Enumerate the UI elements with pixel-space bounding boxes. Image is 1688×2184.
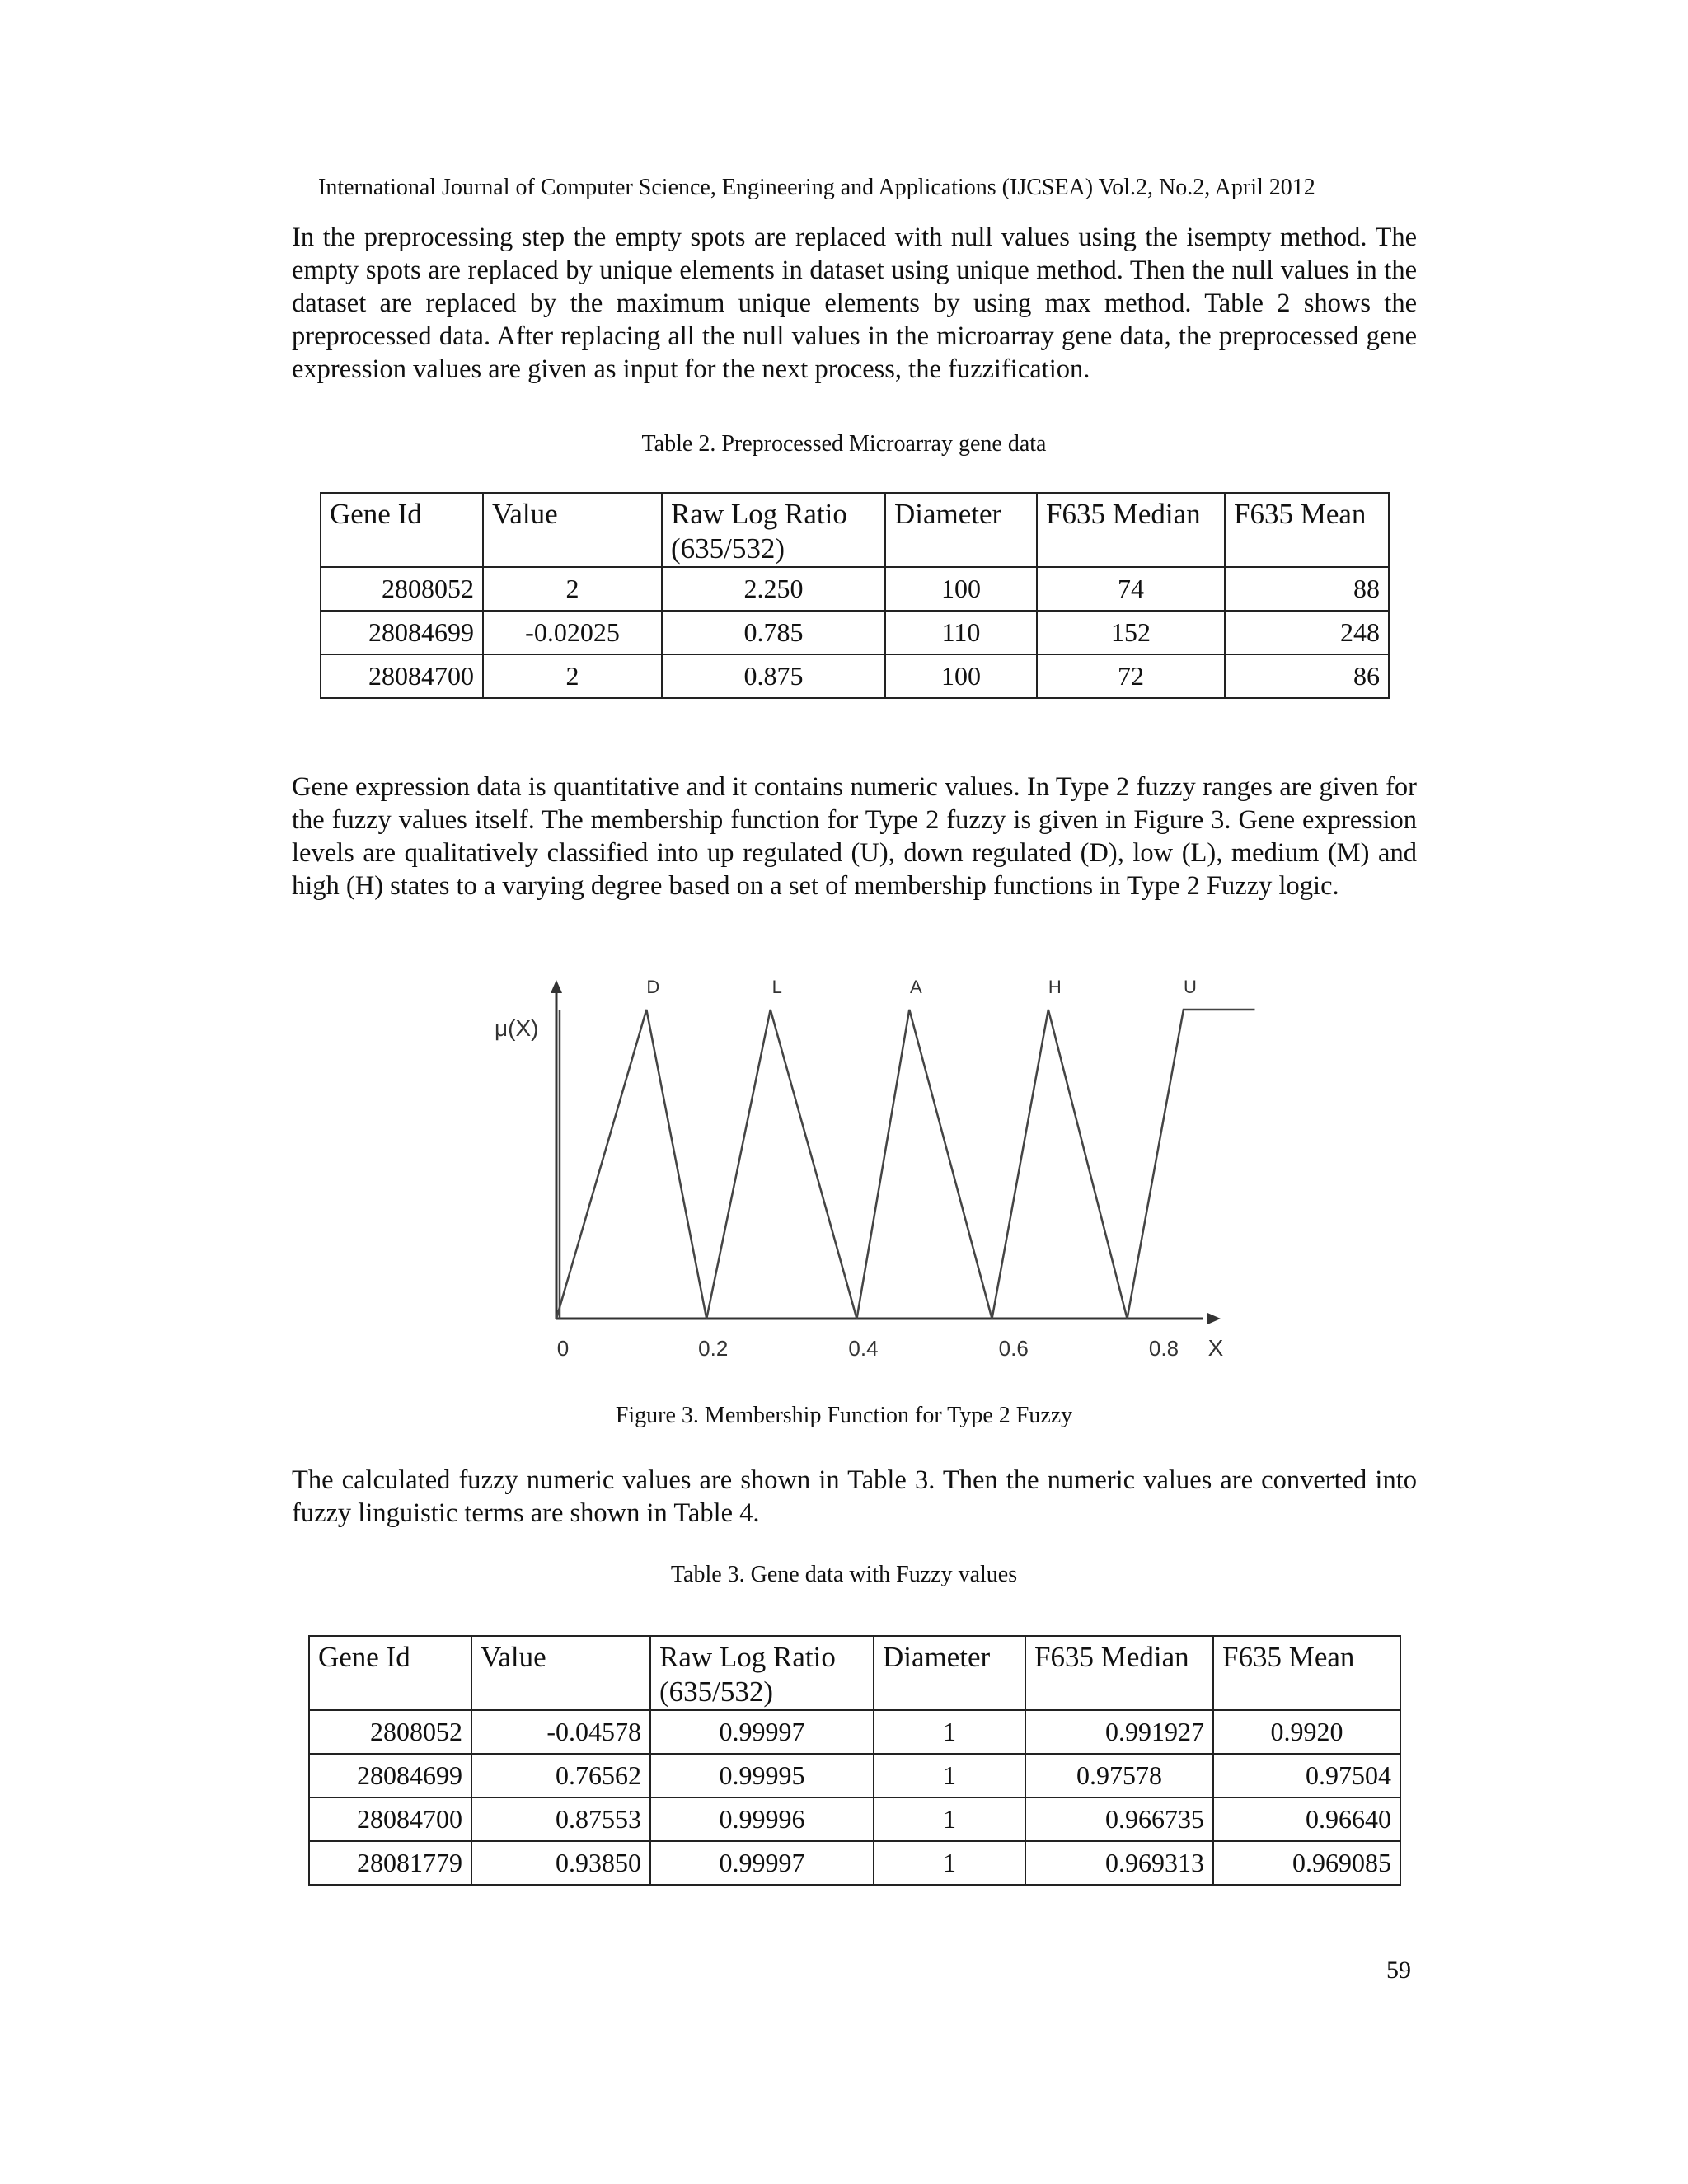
series-line-H (992, 1010, 1128, 1319)
header-diameter: Diameter (885, 493, 1037, 567)
table-row (309, 1841, 1400, 1885)
x-tick-label: 0 (556, 1336, 570, 1361)
series-label-D: D (646, 977, 660, 997)
cell-gene-id: 28084699 (321, 611, 483, 654)
cell-f635-mean: 248 (1225, 611, 1389, 654)
cell-value: 0.76562 (471, 1754, 650, 1797)
cell-value: -0.02025 (483, 611, 662, 654)
header-f635-median: F635 Median (1037, 493, 1225, 567)
cell-f635-median: 72 (1037, 654, 1225, 698)
header-diameter: Diameter (874, 1636, 1025, 1710)
table-3-fuzzy-values (308, 1635, 1401, 1886)
cell-value: 2 (483, 654, 662, 698)
table-row (309, 1710, 1400, 1754)
header-raw-log-ratio: Raw Log Ratio (635/532) (662, 493, 885, 567)
table3-caption: Table 3. Gene data with Fuzzy values (670, 1562, 1018, 1587)
cell-diameter: 100 (885, 654, 1037, 698)
running-header: International Journal of Computer Science, Engineering and Applications (IJCSEA) Vol.2, No.2, April 2012 (318, 175, 1315, 200)
chart-series (556, 1010, 1254, 1319)
paragraph-preprocessing: In the preprocessing step the empty spots are replaced with null values using the isempty method. The empty spots are replaced by unique elements in dataset using unique method. Then the null values in the dataset are replaced by the maximum unique elements by using max method. Table 2 shows the preprocessed data. After replacing all the null values in the microarray gene data, the preprocessed gene expression values are given as input for the next process, the fuzzification. (292, 223, 1417, 384)
header-raw-log-ratio: Raw Log Ratio (635/532) (650, 1636, 874, 1710)
cell-f635-mean: 0.969085 (1213, 1841, 1400, 1885)
cell-value: 0.87553 (471, 1797, 650, 1841)
table-row (309, 1754, 1400, 1797)
y-axis-arrow (551, 980, 562, 993)
membership-chart (478, 968, 1224, 1372)
table-header-row (309, 1636, 1400, 1710)
cell-diameter: 1 (874, 1710, 1025, 1754)
cell-f635-mean: 88 (1225, 567, 1389, 611)
cell-value: 0.93850 (471, 1841, 650, 1885)
header-value: Value (483, 493, 662, 567)
series-label-A: A (909, 977, 922, 997)
x-tick-label: 0.6 (998, 1336, 1029, 1361)
cell-f635-mean: 86 (1225, 654, 1389, 698)
cell-gene-id: 28084700 (309, 1797, 471, 1841)
series-label-U: U (1183, 977, 1197, 997)
page-number: 59 (1386, 1957, 1411, 1984)
series-label-H: H (1048, 977, 1062, 997)
cell-raw-log-ratio: 2.250 (662, 567, 885, 611)
cell-gene-id: 2808052 (309, 1710, 471, 1754)
header-gene-id: Gene Id (309, 1636, 471, 1710)
cell-f635-median: 0.991927 (1025, 1710, 1213, 1754)
table-row (321, 654, 1389, 698)
cell-f635-mean: 0.96640 (1213, 1797, 1400, 1841)
cell-raw-log-ratio: 0.875 (662, 654, 885, 698)
table-2-preprocessed-data (320, 492, 1390, 699)
header-gene-id: Gene Id (321, 493, 483, 567)
figure-3-membership-function (478, 968, 1224, 1372)
cell-gene-id: 28081779 (309, 1841, 471, 1885)
table-row (309, 1797, 1400, 1841)
table2-caption: Table 2. Preprocessed Microarray gene data (641, 431, 1047, 457)
cell-diameter: 110 (885, 611, 1037, 654)
cell-raw-log-ratio: 0.99995 (650, 1754, 874, 1797)
figure3-caption: Figure 3. Membership Function for Type 2 Fuzzy (615, 1403, 1073, 1428)
cell-diameter: 1 (874, 1754, 1025, 1797)
cell-f635-mean: 0.9920 (1213, 1710, 1400, 1754)
cell-f635-median: 0.97578 (1025, 1754, 1213, 1797)
cell-f635-median: 0.969313 (1025, 1841, 1213, 1885)
series-line-U (1128, 1010, 1255, 1319)
header-value: Value (471, 1636, 650, 1710)
cell-raw-log-ratio: 0.99996 (650, 1797, 874, 1841)
cell-gene-id: 2808052 (321, 567, 483, 611)
x-axis-arrow (1207, 1313, 1221, 1324)
paragraph-gene-expression: Gene expression data is quantitative and it contains numeric values. In Type 2 fuzzy ranges are given for the fuzzy values itself. The membership function for Type 2 fuzzy is given in Figure 3. Gene expression levels are qualitatively classified into up regulated (U), down regulated (D), low (L), medium (M) and high (H) states to a varying degree based on a set of membership functions in Type 2 Fuzzy logic. (292, 772, 1417, 901)
cell-diameter: 1 (874, 1841, 1025, 1885)
series-line-D (556, 1010, 706, 1319)
paragraph-fuzzy-values: The calculated fuzzy numeric values are shown in Table 3. Then the numeric values are converted into fuzzy linguistic terms are shown in Table 4. (292, 1465, 1417, 1528)
cell-raw-log-ratio: 0.99997 (650, 1710, 874, 1754)
cell-f635-mean: 0.97504 (1213, 1754, 1400, 1797)
cell-value: 2 (483, 567, 662, 611)
table-header-row (321, 493, 1389, 567)
header-f635-mean: F635 Mean (1225, 493, 1389, 567)
cell-diameter: 100 (885, 567, 1037, 611)
table-row (321, 567, 1389, 611)
series-line-A (857, 1010, 992, 1319)
cell-gene-id: 28084699 (309, 1754, 471, 1797)
header-f635-median: F635 Median (1025, 1636, 1213, 1710)
series-label-L: L (771, 977, 782, 997)
table-row (321, 611, 1389, 654)
cell-gene-id: 28084700 (321, 654, 483, 698)
x-tick-label: 0.2 (698, 1336, 729, 1361)
y-axis-label: μ(X) (495, 1015, 539, 1041)
cell-f635-median: 152 (1037, 611, 1225, 654)
header-f635-mean: F635 Mean (1213, 1636, 1400, 1710)
cell-raw-log-ratio: 0.99997 (650, 1841, 874, 1885)
cell-raw-log-ratio: 0.785 (662, 611, 885, 654)
series-line-L (706, 1010, 856, 1319)
x-tick-label: 0.4 (848, 1336, 879, 1361)
cell-f635-median: 0.966735 (1025, 1797, 1213, 1841)
cell-value: -0.04578 (471, 1710, 650, 1754)
x-tick-label: 0.8 (1148, 1336, 1179, 1361)
cell-diameter: 1 (874, 1797, 1025, 1841)
cell-f635-median: 74 (1037, 567, 1225, 611)
x-axis-label: X (1207, 1335, 1224, 1361)
